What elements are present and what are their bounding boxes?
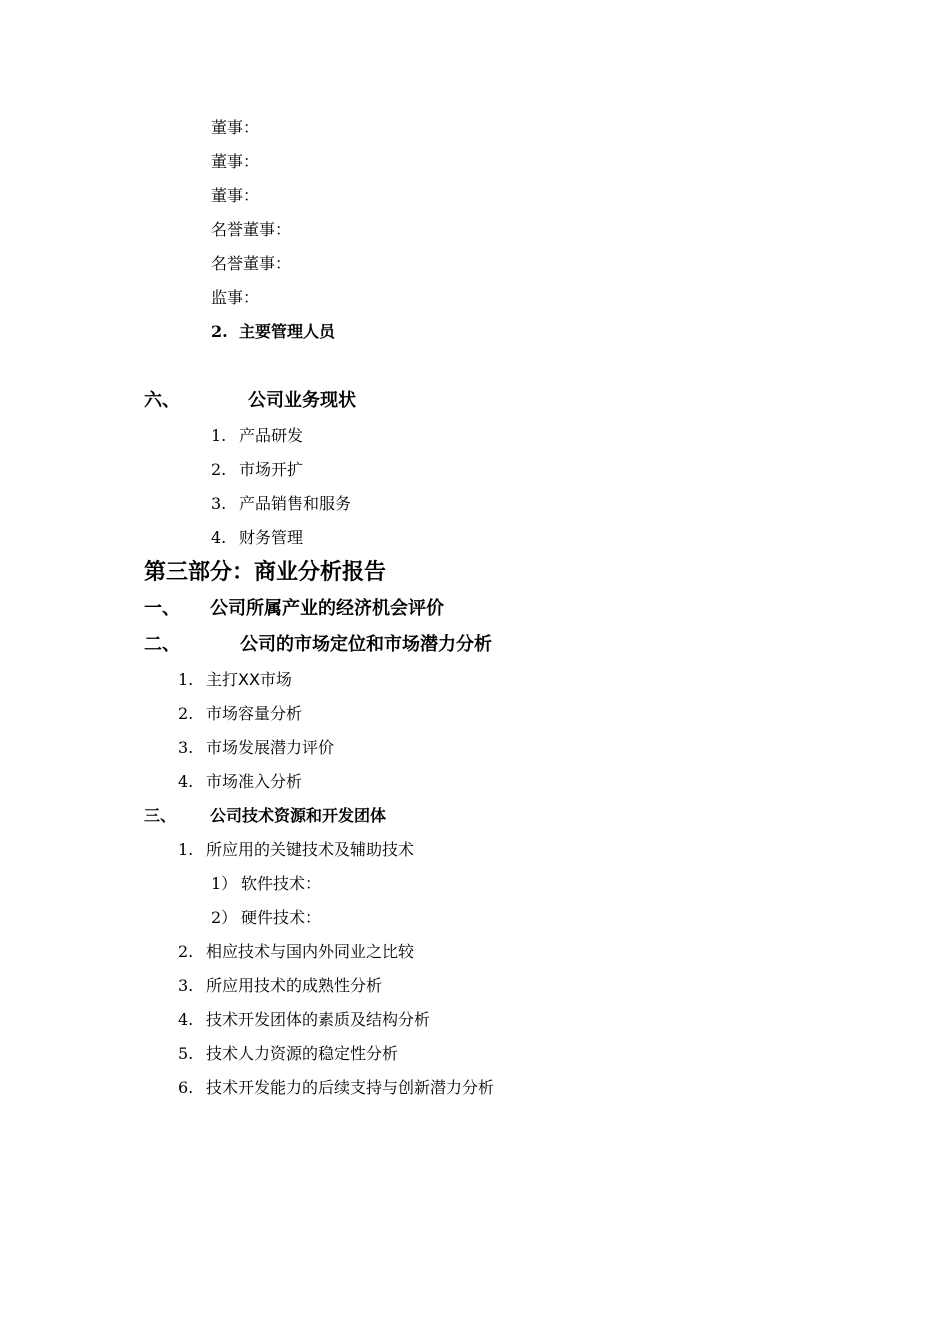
list-item [178,1046,398,1062]
list-item [178,978,382,994]
list-item [178,1012,430,1028]
list-item [178,706,302,722]
section-number: 六、 [144,390,180,411]
list-item-text: 市场开扩 [239,460,304,479]
list-item-number: 1. [211,426,227,445]
subsection-heading [211,324,335,340]
list-item-text: 软件技术： [241,874,322,893]
list-item-text: 产品研发 [239,426,304,445]
section-number: 一、 [144,598,180,619]
list-item-text: 技术开发能力的后续支持与创新潜力分析 [206,1078,495,1097]
list-item [178,672,292,688]
list-item [211,530,303,546]
sub-list-item [211,910,321,926]
list-item-number: 2. [178,942,194,961]
list-item-text: 硬件技术： [241,908,322,927]
list-item-text: 产品销售和服务 [239,494,352,513]
board-item: 董事： [211,152,260,171]
list-item-text: 相应技术与国内外同业之比较 [206,942,415,961]
list-item-text: 所应用技术的成熟性分析 [206,976,383,995]
section-title: 公司技术资源和开发团体 [210,806,387,825]
board-item: 名誉董事： [211,254,292,273]
list-item-number: 5. [178,1044,194,1063]
section-heading [144,392,356,410]
subsection-title: 主要管理人员 [239,322,336,341]
list-item-text: 主打XX市场 [206,670,292,689]
list-item-text: 所应用的关键技术及辅助技术 [206,840,415,859]
board-item: 董事： [211,118,260,137]
list-item-text: 技术人力资源的稳定性分析 [206,1044,399,1063]
section-title: 公司的市场定位和市场潜力分析 [240,634,492,655]
part-title: 第三部分：商业分析报告 [144,560,387,585]
list-item [211,496,351,512]
list-item-number: 2. [178,704,194,723]
section-number: 二、 [144,634,180,655]
list-item-number: 1） [211,874,238,893]
board-item: 名誉董事： [211,220,292,239]
list-item-text: 市场容量分析 [206,704,303,723]
list-item-text: 技术开发团体的素质及结构分析 [206,1010,431,1029]
list-item-number: 4. [178,1010,194,1029]
list-item [178,774,302,790]
list-item-number: 2. [211,460,227,479]
list-item [211,462,303,478]
section-title: 公司所属产业的经济机会评价 [210,598,444,619]
section-heading [144,600,444,618]
section-title: 公司业务现状 [248,390,356,411]
list-item-text: 财务管理 [239,528,304,547]
list-item-number: 3. [178,738,194,757]
subsection-number: 2. [211,322,228,341]
board-item: 董事： [211,186,260,205]
list-item-text: 市场发展潜力评价 [206,738,335,757]
sub-list-item [211,876,321,892]
list-item [178,1080,494,1096]
list-item-number: 3. [211,494,227,513]
list-item-number: 6. [178,1078,194,1097]
list-item-number: 3. [178,976,194,995]
list-item-number: 2） [211,908,238,927]
section-number: 三、 [144,806,177,825]
section-heading [144,636,492,654]
list-item-number: 1. [178,670,194,689]
list-item [211,428,303,444]
board-item: 监事： [211,288,260,307]
list-item-number: 4. [211,528,227,547]
list-item-number: 1. [178,840,194,859]
list-item-text: 市场准入分析 [206,772,303,791]
section-heading [144,808,386,824]
list-item [178,842,414,858]
list-item [178,740,334,756]
list-item-number: 4. [178,772,194,791]
list-item [178,944,414,960]
